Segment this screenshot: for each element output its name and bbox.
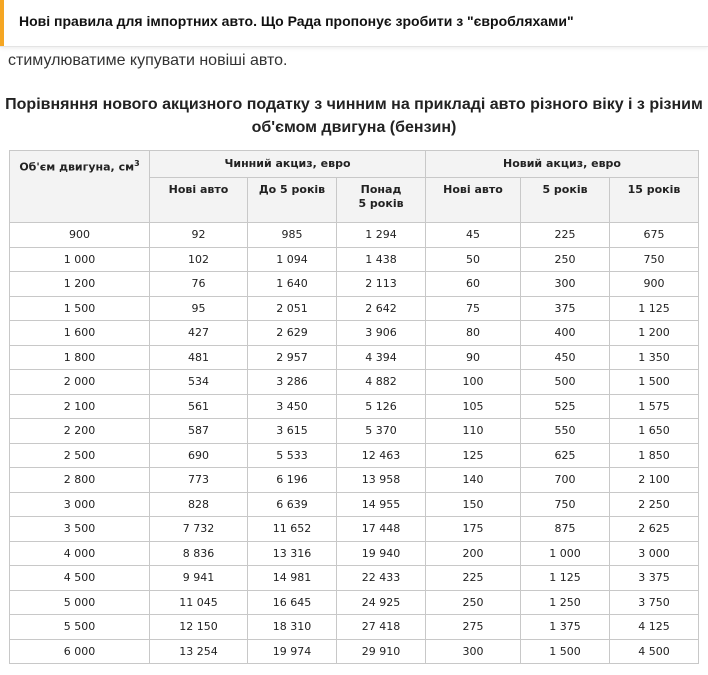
new-5y-cell: 1 125 bbox=[521, 566, 610, 591]
sticky-article-header bbox=[0, 0, 708, 47]
article-title[interactable]: Нові правила для імпортних авто. Що Рада пропонує зробити з "євробляхами" bbox=[19, 13, 574, 29]
new-15y-cell: 1 850 bbox=[610, 443, 699, 468]
table-row bbox=[10, 615, 699, 640]
current-new-cars-header: Нові авто bbox=[150, 178, 248, 223]
new-15y-cell: 3 375 bbox=[610, 566, 699, 591]
new-5y-cell: 550 bbox=[521, 419, 610, 444]
current-over5-cell: 24 925 bbox=[337, 590, 426, 615]
engine-volume-cell: 2 000 bbox=[10, 370, 150, 395]
current-over5-cell: 27 418 bbox=[337, 615, 426, 640]
engine-volume-cell: 1 000 bbox=[10, 247, 150, 272]
new-15y-cell: 1 500 bbox=[610, 370, 699, 395]
table-title-line-1: Порівняння нового акцизного податку з чинним на прикладі авто різного віку і з різним bbox=[5, 96, 703, 113]
new-new-cell: 90 bbox=[426, 345, 521, 370]
current-under5-cell: 19 974 bbox=[248, 639, 337, 664]
new-new-cell: 45 bbox=[426, 223, 521, 248]
current-new-cell: 11 045 bbox=[150, 590, 248, 615]
engine-volume-cell: 4 500 bbox=[10, 566, 150, 591]
new-5y-cell: 1 250 bbox=[521, 590, 610, 615]
current-under5-cell: 985 bbox=[248, 223, 337, 248]
new-15y-cell: 750 bbox=[610, 247, 699, 272]
current-under5-cell: 3 450 bbox=[248, 394, 337, 419]
current-under5-cell: 3 615 bbox=[248, 419, 337, 444]
current-under5-cell: 18 310 bbox=[248, 615, 337, 640]
new-new-cell: 140 bbox=[426, 468, 521, 493]
current-over5-cell: 2 113 bbox=[337, 272, 426, 297]
current-over5-cell: 4 394 bbox=[337, 345, 426, 370]
engine-volume-header bbox=[10, 151, 150, 223]
current-new-cell: 690 bbox=[150, 443, 248, 468]
current-under5-cell: 2 957 bbox=[248, 345, 337, 370]
new-new-cell: 300 bbox=[426, 639, 521, 664]
current-new-cell: 76 bbox=[150, 272, 248, 297]
new-15y-cell: 4 125 bbox=[610, 615, 699, 640]
current-over-5-line-1: Понад bbox=[360, 183, 402, 196]
excise-comparison-table bbox=[9, 150, 699, 664]
new-new-cell: 275 bbox=[426, 615, 521, 640]
new-5y-cell: 1 000 bbox=[521, 541, 610, 566]
engine-volume-cell: 2 500 bbox=[10, 443, 150, 468]
new-new-cell: 250 bbox=[426, 590, 521, 615]
new-new-cell: 105 bbox=[426, 394, 521, 419]
table-body bbox=[10, 223, 699, 664]
new-15y-cell: 1 125 bbox=[610, 296, 699, 321]
table-row bbox=[10, 566, 699, 591]
new-5y-cell: 1 500 bbox=[521, 639, 610, 664]
current-over-5-line-2: 5 років bbox=[358, 197, 404, 210]
new-15y-cell: 900 bbox=[610, 272, 699, 297]
current-new-cell: 9 941 bbox=[150, 566, 248, 591]
new-5y-cell: 750 bbox=[521, 492, 610, 517]
new-15y-cell: 3 750 bbox=[610, 590, 699, 615]
table-head bbox=[10, 151, 699, 223]
current-new-cell: 773 bbox=[150, 468, 248, 493]
new-5y-cell: 700 bbox=[521, 468, 610, 493]
new-new-cell: 60 bbox=[426, 272, 521, 297]
current-under-5-header: До 5 років bbox=[248, 178, 337, 223]
current-over5-cell: 5 370 bbox=[337, 419, 426, 444]
cubic-superscript: 3 bbox=[134, 159, 140, 168]
current-under5-cell: 2 629 bbox=[248, 321, 337, 346]
new-15y-cell: 1 200 bbox=[610, 321, 699, 346]
new-15-years-header: 15 років bbox=[610, 178, 699, 223]
table-row bbox=[10, 419, 699, 444]
new-15y-cell: 1 650 bbox=[610, 419, 699, 444]
current-under5-cell: 3 286 bbox=[248, 370, 337, 395]
current-under5-cell: 16 645 bbox=[248, 590, 337, 615]
new-5y-cell: 400 bbox=[521, 321, 610, 346]
current-under5-cell: 11 652 bbox=[248, 517, 337, 542]
new-new-cars-header: Нові авто bbox=[426, 178, 521, 223]
current-over5-cell: 13 958 bbox=[337, 468, 426, 493]
table-row bbox=[10, 468, 699, 493]
new-5y-cell: 225 bbox=[521, 223, 610, 248]
new-new-cell: 225 bbox=[426, 566, 521, 591]
current-excise-header: Чинний акциз, евро bbox=[150, 151, 426, 178]
new-15y-cell: 3 000 bbox=[610, 541, 699, 566]
engine-volume-cell: 1 600 bbox=[10, 321, 150, 346]
current-new-cell: 12 150 bbox=[150, 615, 248, 640]
current-new-cell: 7 732 bbox=[150, 517, 248, 542]
table-row bbox=[10, 345, 699, 370]
current-under5-cell: 13 316 bbox=[248, 541, 337, 566]
current-over5-cell: 17 448 bbox=[337, 517, 426, 542]
table-row bbox=[10, 247, 699, 272]
new-15y-cell: 2 100 bbox=[610, 468, 699, 493]
table-row bbox=[10, 394, 699, 419]
new-new-cell: 200 bbox=[426, 541, 521, 566]
current-new-cell: 587 bbox=[150, 419, 248, 444]
current-over5-cell: 12 463 bbox=[337, 443, 426, 468]
new-new-cell: 100 bbox=[426, 370, 521, 395]
new-5y-cell: 500 bbox=[521, 370, 610, 395]
new-15y-cell: 1 350 bbox=[610, 345, 699, 370]
current-over5-cell: 14 955 bbox=[337, 492, 426, 517]
new-5y-cell: 300 bbox=[521, 272, 610, 297]
table-row bbox=[10, 443, 699, 468]
current-over5-cell: 4 882 bbox=[337, 370, 426, 395]
current-new-cell: 95 bbox=[150, 296, 248, 321]
new-5y-cell: 525 bbox=[521, 394, 610, 419]
table-row bbox=[10, 272, 699, 297]
current-new-cell: 481 bbox=[150, 345, 248, 370]
engine-volume-label: Об'єм двигуна, см bbox=[19, 160, 135, 174]
header-row-groups bbox=[10, 151, 699, 178]
engine-volume-cell: 3 500 bbox=[10, 517, 150, 542]
table-row bbox=[10, 492, 699, 517]
table-row bbox=[10, 370, 699, 395]
new-5y-cell: 875 bbox=[521, 517, 610, 542]
header-accent-bar bbox=[0, 0, 4, 46]
current-new-cell: 92 bbox=[150, 223, 248, 248]
table-title bbox=[0, 93, 708, 139]
engine-volume-cell: 5 500 bbox=[10, 615, 150, 640]
current-new-cell: 561 bbox=[150, 394, 248, 419]
engine-volume-cell: 3 000 bbox=[10, 492, 150, 517]
new-new-cell: 125 bbox=[426, 443, 521, 468]
engine-volume-cell: 6 000 bbox=[10, 639, 150, 664]
current-under5-cell: 6 196 bbox=[248, 468, 337, 493]
new-15y-cell: 2 250 bbox=[610, 492, 699, 517]
current-under5-cell: 14 981 bbox=[248, 566, 337, 591]
engine-volume-cell: 1 800 bbox=[10, 345, 150, 370]
table-title-line-2: об'ємом двигуна (бензин) bbox=[251, 119, 457, 136]
table-row bbox=[10, 639, 699, 664]
new-15y-cell: 4 500 bbox=[610, 639, 699, 664]
current-over5-cell: 1 438 bbox=[337, 247, 426, 272]
new-15y-cell: 2 625 bbox=[610, 517, 699, 542]
new-new-cell: 175 bbox=[426, 517, 521, 542]
current-new-cell: 102 bbox=[150, 247, 248, 272]
table-row bbox=[10, 590, 699, 615]
new-5y-cell: 1 375 bbox=[521, 615, 610, 640]
current-over5-cell: 1 294 bbox=[337, 223, 426, 248]
current-over5-cell: 19 940 bbox=[337, 541, 426, 566]
engine-volume-cell: 2 200 bbox=[10, 419, 150, 444]
new-excise-header: Новий акциз, евро bbox=[426, 151, 699, 178]
new-5-years-header: 5 років bbox=[521, 178, 610, 223]
current-under5-cell: 1 640 bbox=[248, 272, 337, 297]
engine-volume-cell: 4 000 bbox=[10, 541, 150, 566]
current-over5-cell: 22 433 bbox=[337, 566, 426, 591]
current-new-cell: 427 bbox=[150, 321, 248, 346]
current-new-cell: 828 bbox=[150, 492, 248, 517]
new-5y-cell: 450 bbox=[521, 345, 610, 370]
current-under5-cell: 2 051 bbox=[248, 296, 337, 321]
current-under5-cell: 6 639 bbox=[248, 492, 337, 517]
new-new-cell: 150 bbox=[426, 492, 521, 517]
new-5y-cell: 625 bbox=[521, 443, 610, 468]
current-under5-cell: 1 094 bbox=[248, 247, 337, 272]
new-5y-cell: 250 bbox=[521, 247, 610, 272]
current-over5-cell: 29 910 bbox=[337, 639, 426, 664]
current-new-cell: 534 bbox=[150, 370, 248, 395]
engine-volume-cell: 2 100 bbox=[10, 394, 150, 419]
current-new-cell: 13 254 bbox=[150, 639, 248, 664]
new-new-cell: 80 bbox=[426, 321, 521, 346]
new-5y-cell: 375 bbox=[521, 296, 610, 321]
table-row bbox=[10, 296, 699, 321]
table-row bbox=[10, 517, 699, 542]
engine-volume-cell: 1 500 bbox=[10, 296, 150, 321]
current-over-5-header bbox=[337, 178, 426, 223]
table-row bbox=[10, 321, 699, 346]
current-over5-cell: 3 906 bbox=[337, 321, 426, 346]
table-row bbox=[10, 223, 699, 248]
new-new-cell: 75 bbox=[426, 296, 521, 321]
current-under5-cell: 5 533 bbox=[248, 443, 337, 468]
engine-volume-cell: 5 000 bbox=[10, 590, 150, 615]
current-over5-cell: 5 126 bbox=[337, 394, 426, 419]
new-new-cell: 50 bbox=[426, 247, 521, 272]
current-new-cell: 8 836 bbox=[150, 541, 248, 566]
engine-volume-cell: 900 bbox=[10, 223, 150, 248]
engine-volume-cell: 2 800 bbox=[10, 468, 150, 493]
current-over5-cell: 2 642 bbox=[337, 296, 426, 321]
article-paragraph: стимулюватиме купувати новіші авто. bbox=[8, 52, 288, 69]
new-15y-cell: 675 bbox=[610, 223, 699, 248]
engine-volume-cell: 1 200 bbox=[10, 272, 150, 297]
new-new-cell: 110 bbox=[426, 419, 521, 444]
new-15y-cell: 1 575 bbox=[610, 394, 699, 419]
table-row bbox=[10, 541, 699, 566]
